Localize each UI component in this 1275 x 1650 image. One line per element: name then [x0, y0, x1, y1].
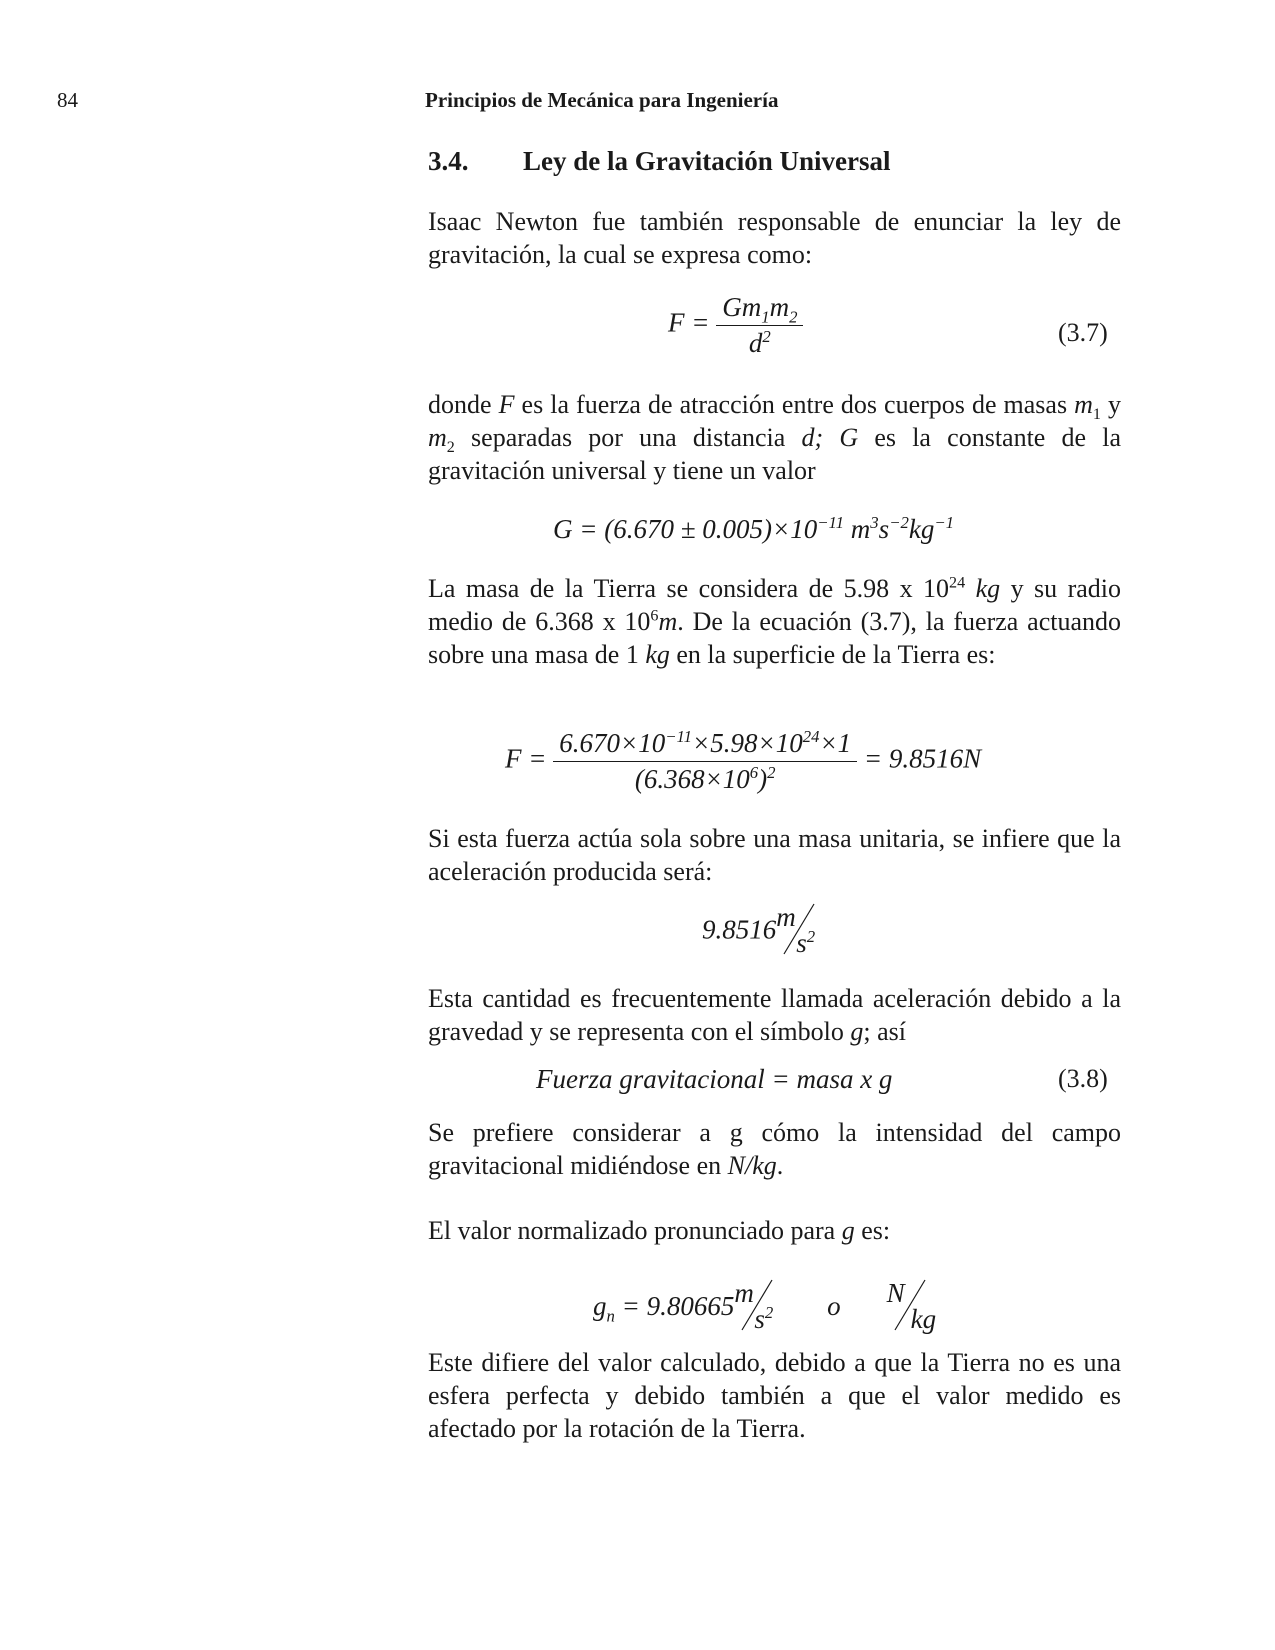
- paragraph-conclusion: Este difiere del valor calculado, debido a que la Tierra no es una esfera perfecta y debido también a que el valor medido es afectado por la rotación de la Tierra.: [428, 1348, 1121, 1443]
- equation-label-3-7: (3.7): [1058, 318, 1108, 347]
- eqF-den-e: 6: [749, 763, 759, 782]
- eq37-lhs: F =: [668, 307, 710, 338]
- p3-kg2: kg: [645, 640, 670, 669]
- p5-b: ; así: [863, 1017, 906, 1046]
- eqgn-g: g: [593, 1290, 607, 1321]
- eq37-denominator: [743, 326, 777, 359]
- p5-g: g: [850, 1017, 864, 1046]
- eqF-den-a: (6.368×10: [634, 764, 750, 794]
- p2-d: d;: [801, 423, 824, 452]
- p3-m: m: [658, 607, 678, 636]
- p2-y: y: [1108, 390, 1122, 419]
- equation-force-calculation: [505, 728, 981, 795]
- equation-g-constant: [553, 514, 954, 545]
- eqG-kg: kg: [908, 514, 935, 544]
- eqG-s: s: [878, 514, 890, 544]
- equation-3-8: Fuerza gravitacional = masa x g: [536, 1064, 893, 1094]
- p2-G: G: [839, 423, 859, 452]
- eqF-fraction: [553, 728, 857, 795]
- eqG-s-exp: −2: [889, 513, 909, 532]
- p6-b: .: [776, 1151, 784, 1180]
- eqgn-unit-2: [887, 1278, 947, 1334]
- p2-m2: m: [428, 423, 447, 452]
- p2-m1: m: [1074, 390, 1093, 419]
- p3-exp24: 24: [949, 574, 966, 592]
- eqG-kg-exp: −1: [934, 513, 955, 532]
- eq37-fraction: [716, 292, 803, 359]
- p3-b: y su radio medio de 6.368 x 10: [428, 574, 1122, 636]
- paragraph-earth-mass: [428, 572, 1121, 671]
- p2-b: es la fuerza de atracción entre dos cuerpos de masas: [521, 390, 1068, 419]
- eqG-exp1: −11: [817, 513, 845, 532]
- eqgn-u1-bottom: [754, 1304, 773, 1335]
- eqgn-u1-s: s: [754, 1304, 765, 1334]
- eq37-sub1: 1: [761, 307, 770, 327]
- page-number: 84: [57, 88, 78, 112]
- eqF-num-e2: 24: [802, 727, 820, 746]
- accel-unit-exp: 2: [806, 927, 816, 946]
- eqF-num-a: 6.670×10: [559, 728, 666, 758]
- p2-a: donde: [428, 390, 492, 419]
- p7-g: g: [841, 1216, 855, 1245]
- equation-label-3-8: (3.8): [1058, 1064, 1108, 1093]
- running-title: Principios de Mecánica para Ingeniería: [425, 88, 779, 112]
- accel-unit: [776, 902, 820, 958]
- eqgn-u1-top: m: [734, 1278, 754, 1308]
- p7-b: es:: [861, 1216, 891, 1245]
- eqgn-or: o: [827, 1290, 841, 1321]
- eqF-num-c: ×1: [819, 728, 852, 758]
- eq37-den-d: d: [748, 328, 763, 358]
- p3-exp6: 6: [650, 607, 659, 625]
- eqF-denominator: [629, 762, 782, 795]
- p3-c: . De la ecuación (3.7), la fuerza actuando sobre una masa de 1: [428, 607, 1122, 669]
- eqF-lhs: F =: [505, 743, 547, 774]
- p3-kg: kg: [975, 574, 1001, 603]
- p5-a: Esta cantidad es frecuentemente llamada aceleración debido a la gravedad y se representa con el símbolo: [428, 984, 1121, 1046]
- eqgn-u1-exp: 2: [764, 1303, 774, 1322]
- eq37-numerator: [716, 292, 803, 326]
- accel-unit-bottom: [796, 928, 815, 959]
- eqgn-u2-top: N: [886, 1278, 905, 1308]
- equation-standard-gravity: [593, 1278, 947, 1334]
- equation-3-7: [668, 292, 803, 359]
- eqgn-unit-1: [734, 1278, 778, 1334]
- section-number: 3.4.: [428, 146, 469, 176]
- eqgn-lhs: [593, 1290, 735, 1325]
- eqF-num-b: ×5.98×10: [692, 728, 803, 758]
- p3-a: La masa de la Tierra se considera de 5.98 x 10: [428, 574, 950, 603]
- p6-a: Se prefiere considerar a g cómo la intensidad del campo gravitacional midiéndose en: [428, 1118, 1121, 1180]
- p3-d: en la superficie de la Tierra es:: [676, 640, 996, 669]
- paragraph-normalized-value: [428, 1214, 1121, 1247]
- eqgn-sub: n: [606, 1305, 615, 1325]
- equation-acceleration: [702, 902, 820, 958]
- paragraph-gravity-acceleration: [428, 982, 1121, 1048]
- p2-e: es la constante de la gravitación universal y tiene un valor: [428, 423, 1122, 485]
- eqG-lhs: G = (6.670 ± 0.005)×10: [553, 514, 818, 544]
- eqF-den-e2: 2: [767, 763, 776, 782]
- p2-F: F: [498, 390, 515, 419]
- accel-value: 9.8516: [702, 914, 777, 945]
- p2-sub2: 2: [446, 439, 455, 457]
- accel-unit-top: m: [776, 902, 796, 932]
- paragraph-unit-mass: Si esta fuerza actúa sola sobre una masa unitaria, se infiere que la aceleración producida será:: [428, 824, 1121, 886]
- p7-a: El valor normalizado pronunciado para: [428, 1216, 836, 1245]
- eq37-num-m: m: [769, 292, 790, 322]
- p2-sub1: 1: [1092, 406, 1101, 424]
- eq37-sub2: 2: [789, 307, 798, 327]
- paragraph-definitions: [428, 388, 1121, 487]
- eqgn-u2-bottom: kg: [910, 1304, 937, 1334]
- section-title: Ley de la Gravitación Universal: [523, 146, 891, 176]
- eq37-den-exp: 2: [762, 327, 771, 346]
- eqF-rhs: = 9.8516N: [863, 743, 982, 774]
- eqF-den-b: ): [758, 764, 768, 794]
- eqG-m-exp: 3: [870, 513, 879, 532]
- accel-unit-s: s: [796, 928, 807, 958]
- eqG-m: m: [844, 514, 871, 544]
- p2-c: separadas por una distancia: [471, 423, 786, 452]
- paragraph-intro: Isaac Newton fue también responsable de enunciar la ley de gravitación, la cual se expresa como:: [428, 207, 1121, 269]
- p6-unit: N/kg: [727, 1151, 777, 1180]
- eqF-num-e1: −11: [665, 727, 692, 746]
- paragraph-field-intensity: [428, 1116, 1121, 1182]
- eqF-numerator: [553, 728, 857, 762]
- eqgn-value: = 9.80665: [621, 1290, 735, 1321]
- eq37-num-g: Gm: [722, 292, 762, 322]
